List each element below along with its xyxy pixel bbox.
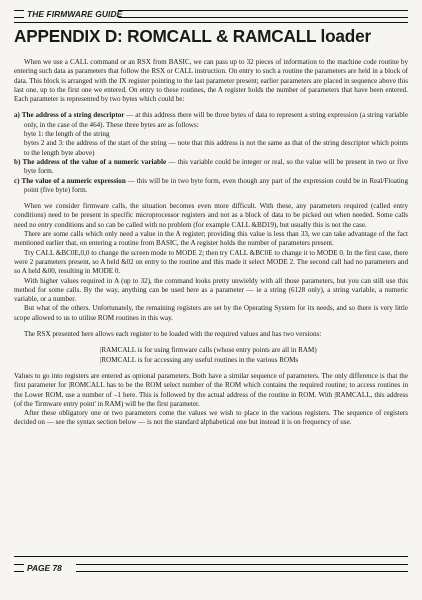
param-b-text: — this variable could be integer or real, so the value will be present in two or five byte form. bbox=[24, 157, 408, 176]
param-a-byte1: byte 1: the length of the string bbox=[24, 130, 110, 139]
a-register-paragraph: There are some calls which only need a value in the A register; providing this value is less than 33, we can take advantage of the fact mentioned earlier that, on entering a routine from BASIC, the A register holds the number of parameters present. bbox=[14, 230, 408, 248]
rsx-intro-paragraph: The RSX presented here allows each register to be loaded with the required values and has two versions: bbox=[24, 330, 322, 339]
param-c-heading: The value of a numeric expression bbox=[21, 176, 126, 185]
page-title: APPENDIX D: ROMCALL & RAMCALL loader bbox=[14, 26, 371, 46]
rsx-version-ramcall: |RAMCALL is for using firmware calls (whose entry points are all in RAM) bbox=[100, 346, 317, 355]
running-header bbox=[14, 7, 408, 21]
parameter-type-list bbox=[14, 111, 408, 195]
header-rule-right bbox=[118, 10, 408, 18]
param-c-label: c) bbox=[14, 176, 20, 185]
intro-paragraph: When we use a CALL command or an RSX from BASIC, we can pass up to 32 pieces of information to the machine code routine by entering such data as parameters that follow the RSX or CALL instruction. On entry to such a routine the parameters are held in a block of data. This block is arranged with the IX register pointing to the last parameter present; earlier parameters are placed in sequence above this last one, up to the first one we entered. On entry to these routines, the A register holds the number of parameters that have been entered. Each parameter is represented by two bytes which could be: bbox=[14, 58, 409, 104]
page-number: PAGE 78 bbox=[27, 563, 62, 573]
param-a-heading: The address of a string descriptor bbox=[21, 111, 125, 120]
param-type-c bbox=[14, 177, 408, 196]
rsx-version-list bbox=[14, 346, 408, 365]
footer-rule-left bbox=[14, 564, 24, 572]
register-values-paragraph: Values to go into registers are entered as optional parameters. Both have a similar sequence of parameters. The only difference is that the first parameter for |ROMCALL has to be the ROM select number of the ROM which contains the required routine; to access routines in the Lower ROM, use a number of –1 here. This is followed by the actual address of the routine in ROM. With |RAMCALL, this address (of the 'firmware entry point' in RAM) will be the first parameter. bbox=[14, 371, 408, 408]
footer-rule-right bbox=[76, 564, 408, 572]
page-footer bbox=[14, 556, 408, 578]
mode-example-paragraph: Try CALL &BC0E,0,0 to change the screen mode to MODE 2; then try CALL &BC0E to change it to MODE 0. In the first case, there were 2 parameters present, so A held &02 on entry to the routine and this made it select MODE 2. The second call had no parameters and so A held &00, resulting in MODE 0. bbox=[14, 248, 408, 276]
footer-overline bbox=[14, 556, 408, 557]
param-b-heading: The address of the value of a numeric variable bbox=[22, 157, 167, 166]
param-a-byte23: bytes 2 and 3: the address of the start of the string — note that this address is not the same as that of the string descriptor which points to the length byte above) bbox=[24, 139, 408, 157]
rsx-version-romcall: |ROMCALL is for accessing any useful routines in the various ROMs bbox=[100, 355, 299, 364]
firmware-paragraph: When we consider firmware calls, the situation becomes even more difficult. With these, any parameters required (called entry conditions) need to be present in specific microprocessor registers and not as a block of data to be picked out when needed. Some calls need no entry conditions and so can be called with no problem (for example CALL &BD19), but usually this is not the case. bbox=[14, 202, 408, 229]
param-a-label: a) bbox=[14, 111, 20, 120]
param-c-text: — this will be in two byte form, even though any part of the expression could be in Real/Floating point (five byte) form. bbox=[24, 176, 408, 194]
other-registers-paragraph: But what of the others. Unfortunately, the remaining registers are set by the Operating System for its needs, and so there is very little scope allowed to us to utilise ROM routines in this way. bbox=[14, 304, 408, 322]
header-rule-left bbox=[14, 10, 24, 18]
running-title: THE FIRMWARE GUIDE bbox=[27, 9, 123, 19]
higher-values-paragraph: With higher values required in A (up to 32), the command looks pretty unwieldy with all those parameters, but you can still use this method for some calls. By the way, anything can be used here as a parameter — ie a string (6128 only), a string variable, a numeric variable, or a number. bbox=[14, 276, 408, 304]
param-type-b bbox=[14, 158, 408, 177]
param-b-label: b) bbox=[14, 157, 21, 166]
body-text bbox=[14, 58, 408, 428]
param-type-a bbox=[14, 111, 408, 130]
register-sequence-paragraph: After these obligatory one or two parameters come the values we wish to place in the various registers. The sequence of registers decided on — see the syntax section below — is not the standard alphabetical one but instead it is on frequency of use. bbox=[14, 409, 408, 427]
param-a-text: — at this address there will be three bytes of data to represent a string expression (a string variable only, in the case of the 464). These three bytes are as follows: bbox=[24, 111, 408, 129]
header-underline bbox=[14, 22, 408, 23]
